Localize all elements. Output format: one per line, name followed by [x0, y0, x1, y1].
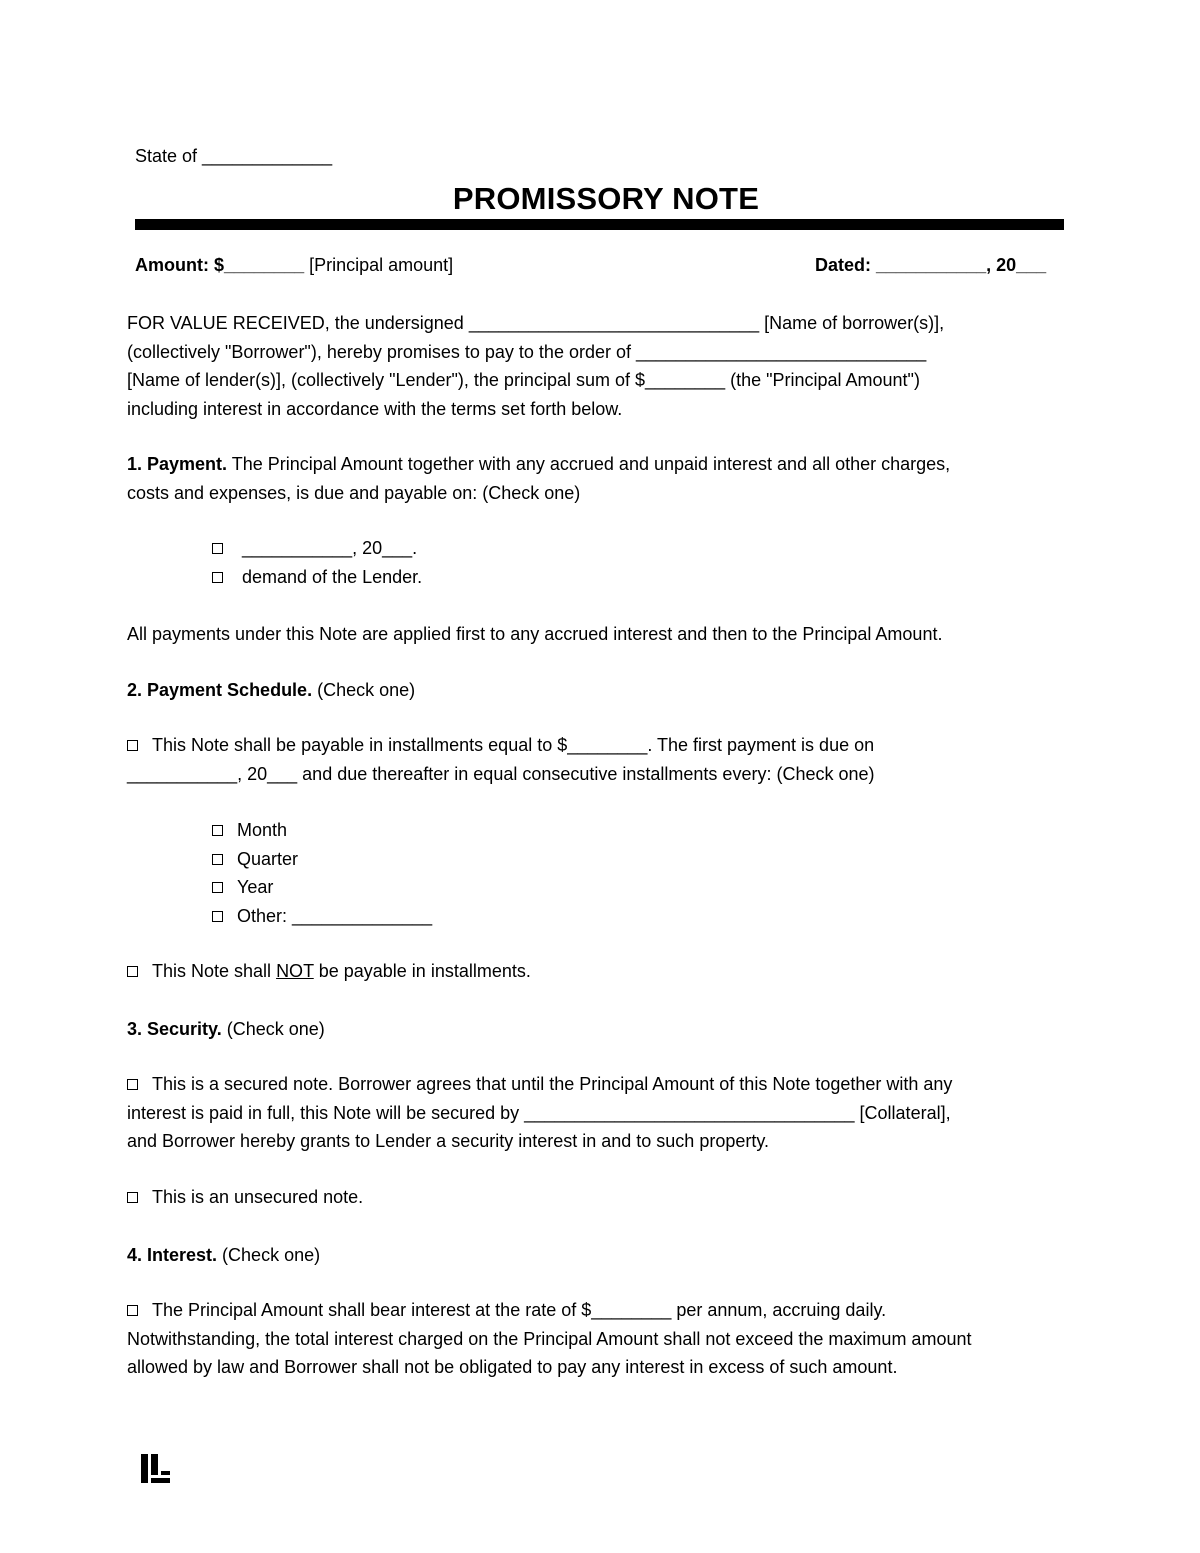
amount-line	[135, 255, 453, 276]
option-label: Other: ______________	[237, 905, 433, 926]
section-heading: 2. Payment Schedule.	[127, 680, 313, 700]
secured-text: interest is paid in full, this Note will be secured by _________________________________ [Collateral],	[127, 1102, 951, 1123]
logo-icon	[141, 1454, 170, 1483]
option-label: be payable in installments.	[313, 961, 531, 981]
intro-line: (collectively "Borrower"), hereby promises to pay to the order of _____________________________	[127, 341, 927, 362]
checkbox[interactable]	[212, 882, 223, 893]
option-label: Quarter	[237, 848, 299, 869]
payment-paragraph	[127, 450, 1067, 507]
amount-hint: [Principal amount]	[304, 255, 454, 275]
checkbox[interactable]	[127, 740, 138, 751]
check-hint: (Check one)	[312, 680, 416, 700]
intro-line: FOR VALUE RECEIVED, the undersigned _____________________________ [Name of borrower(s)],	[127, 313, 945, 333]
option-label: This is an unsecured note.	[152, 1187, 364, 1207]
payment-note: All payments under this Note are applied first to any accrued interest and then to the Principal Amount.	[127, 624, 943, 644]
period-option	[212, 816, 1152, 845]
period-option	[212, 845, 1152, 874]
option-label: ___________, 20___.	[242, 538, 418, 558]
checkbox[interactable]	[127, 966, 138, 977]
checkbox[interactable]	[127, 1305, 138, 1316]
installments-text: This Note shall be payable in installments equal to $________. The first payment is due on	[152, 735, 875, 755]
intro-line: including interest in accordance with the terms set forth below.	[127, 398, 623, 419]
period-options	[212, 816, 1152, 930]
option-label: This Note shall	[152, 961, 277, 981]
dated-label: Dated: ___________, 20___	[815, 255, 1047, 275]
document-title: PROMISSORY NOTE	[452, 181, 760, 216]
check-hint: (Check one)	[217, 1245, 321, 1265]
period-option	[212, 902, 1152, 931]
checkbox[interactable]	[212, 854, 223, 865]
payment-option-demand	[212, 563, 1152, 592]
interest-text: allowed by law and Borrower shall not be obligated to pay any interest in excess of such amount.	[127, 1357, 898, 1377]
period-option	[212, 873, 1152, 902]
interest-paragraph	[127, 1296, 1067, 1382]
checkbox[interactable]	[212, 825, 223, 836]
option-label: Month	[237, 820, 288, 840]
installments-paragraph	[127, 731, 1067, 788]
interest-text: Notwithstanding, the total interest charged on the Principal Amount shall not exceed the maximum amount	[127, 1328, 972, 1349]
section-heading: 4. Interest.	[127, 1245, 218, 1265]
checkbox[interactable]	[127, 1079, 138, 1090]
payment-text: The Principal Amount together with any accrued and unpaid interest and all other charges,	[227, 454, 951, 474]
amount-blank: ________	[224, 255, 305, 275]
security-heading-line	[127, 1015, 1067, 1044]
option-label: Year	[237, 877, 274, 897]
payment-text: costs and expenses, is due and payable on: (Check one)	[127, 482, 581, 503]
payment-options	[212, 534, 1152, 591]
section-heading: 1. Payment.	[127, 454, 228, 474]
secured-text: and Borrower hereby grants to Lender a security interest in and to such property.	[127, 1131, 770, 1151]
secured-text: This is a secured note. Borrower agrees that until the Principal Amount of this Note together with any	[152, 1074, 953, 1094]
amount-label: Amount: $	[135, 255, 224, 275]
checkbox[interactable]	[212, 572, 223, 583]
checkbox[interactable]	[212, 911, 223, 922]
interest-heading-line	[127, 1241, 1067, 1270]
schedule-heading-line	[127, 676, 1067, 705]
secured-paragraph	[127, 1070, 1067, 1156]
installments-text: ___________, 20___ and due thereafter in equal consecutive installments every: (Check one)	[127, 763, 875, 784]
emphasis-not: NOT	[276, 961, 314, 981]
not-installments-option	[127, 957, 1067, 986]
section-heading: 3. Security.	[127, 1019, 222, 1039]
payment-option-date	[212, 534, 1152, 563]
unsecured-option	[127, 1183, 1067, 1212]
state-line: State of _____________	[135, 146, 333, 166]
intro-line: [Name of lender(s)], (collectively "Lender"), the principal sum of $________ (the "Principal Amount")	[127, 370, 920, 390]
title-divider	[135, 219, 1064, 230]
dated-line	[815, 255, 1046, 276]
checkbox[interactable]	[212, 543, 223, 554]
option-label: demand of the Lender.	[242, 566, 423, 587]
interest-text: The Principal Amount shall bear interest at the rate of $________ per annum, accruing daily.	[152, 1300, 887, 1320]
check-hint: (Check one)	[221, 1019, 325, 1039]
intro-paragraph	[127, 309, 1067, 423]
checkbox[interactable]	[127, 1192, 138, 1203]
